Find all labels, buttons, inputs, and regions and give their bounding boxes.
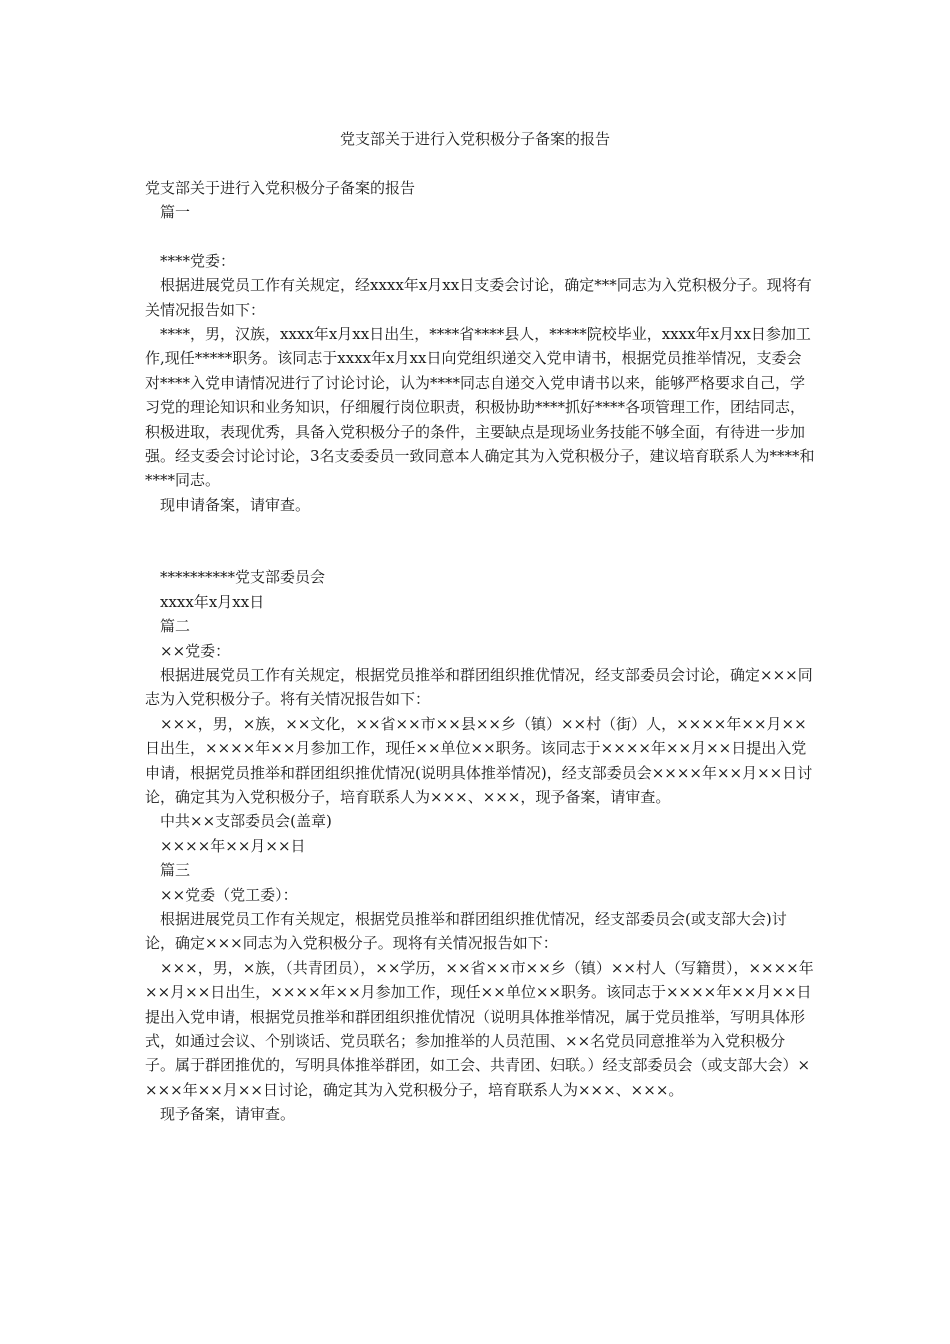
recipient-2: ××党委： — [160, 641, 231, 660]
section-heading-2: 篇二 — [160, 617, 191, 636]
date-1: xxxx年x月xx日 — [160, 592, 265, 611]
section-heading-1: 篇一 — [160, 203, 191, 222]
date-2: ××××年××月××日 — [160, 836, 306, 855]
signer-1: **********党支部委员会 — [160, 568, 326, 587]
paragraph-1-2: ****，男，汉族，xxxx年x月xx日出生，****省****县人，*****院校毕业，xxxx年x月xx日参加工作,现任*****职务。该同志于xxxx年x月xx日向党组织递交入党申请书，根据党员推举情况，支委会对****入党申请情况进行了讨论讨论，认为****同志自递交入党申请书以来，能够严格要求自己，学习党的理论知识和业务知识，仔细履行岗位职责，积极协助****抓好****各项管理工作，团结同志，积极进取，表现优秀，具备入党积极分子的条件，主要缺点是现场业务技能不够全面，有待进一步加强。经支委会讨论讨论，3名支委委员一致同意本人确定其为入党积极分子，建议培育联系人为****和****同志。 — [145, 325, 815, 490]
document-body — [145, 176, 815, 1127]
signer-2: 中共××支部委员会(盖章) — [160, 812, 332, 831]
doc-subtitle: 党支部关于进行入党积极分子备案的报告 — [145, 179, 416, 197]
paragraph-2-2: ×××，男，×族，××文化，××省××市××县××乡（镇）××村（街）人，××××年××月××日出生，××××年××月参加工作，现任××单位××职务。该同志于××××年××月××日提出入党申请，根据党员推举和群团组织推优情况(说明具体推举情况)，经支部委员会××××年××月××日讨论，确定其为入党积极分子，培育联系人为×××、×××，现予备案，请审查。 — [145, 714, 813, 806]
spacer — [145, 517, 815, 565]
paragraph-3-2: ×××，男，×族，（共青团员），××学历，××省××市××乡（镇）××村人（写籍贯），××××年××月××日出生，××××年××月参加工作，现任××单位××职务。该同志于××××年××月××日提出入党申请，根据党员推举和群团组织推优情况（说明具体推举情况，属于党员推举，写明具体形式，如通过会议、个别谈话、党员联名；参加推举的人员范围、××名党员同意推举为入党积极分子。属于群团推优的，写明具体推举群团，如工会、共青团、妇联。）经支部委员会（或支部大会）××××年××月××日讨论，确定其为入党积极分子，培育联系人为×××、×××。 — [145, 958, 814, 1099]
closing-3: 现予备案，请审查。 — [160, 1105, 296, 1124]
closing-1: 现申请备案，请审查。 — [160, 495, 311, 514]
spacer — [145, 225, 815, 249]
section-heading-3: 篇三 — [160, 861, 191, 880]
paragraph-3-1: 根据进展党员工作有关规定，根据党员推举和群团组织推优情况，经支部委员会(或支部大会)讨论，确定×××同志为入党积极分子。现将有关情况报告如下： — [145, 909, 787, 953]
page-title: 党支部关于进行入党积极分子备案的报告 — [339, 130, 610, 148]
paragraph-1-1: 根据进展党员工作有关规定，经xxxx年x月xx日支委会讨论，确定***同志为入党积极分子。现将有关情况报告如下： — [145, 276, 812, 319]
paragraph-2-1: 根据进展党员工作有关规定，根据党员推举和群团组织推优情况，经支部委员会讨论，确定×××同志为入党积极分子。将有关情况报告如下： — [145, 665, 813, 709]
recipient-3: ××党委（党工委）： — [160, 885, 298, 904]
recipient-1: ****党委： — [160, 251, 236, 270]
